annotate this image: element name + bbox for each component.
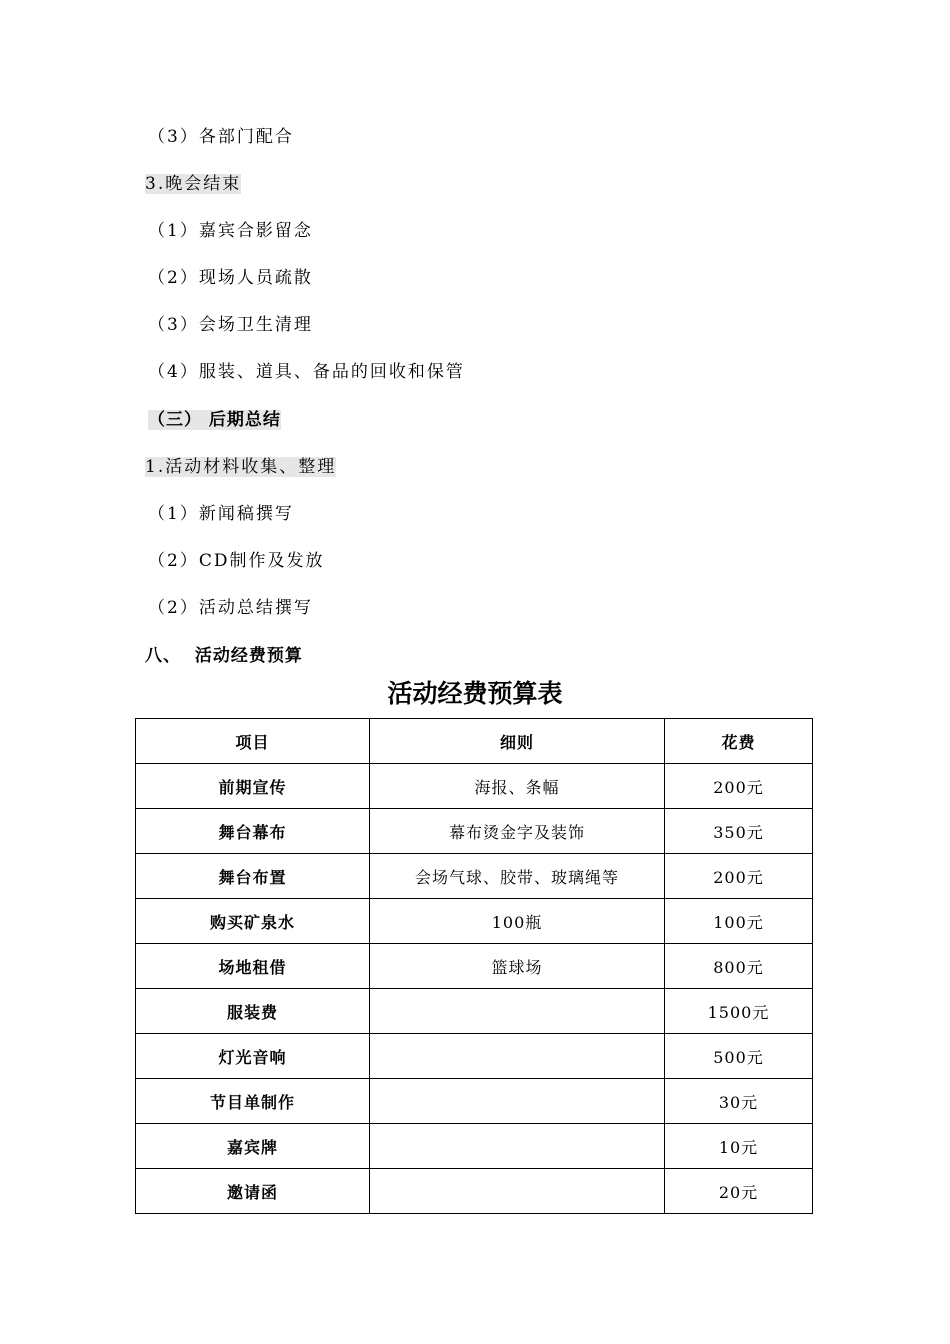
cell-cost: 200元 bbox=[665, 764, 813, 809]
table-row bbox=[136, 989, 813, 1034]
item-group-photo: （1）嘉宾合影留念 bbox=[148, 221, 313, 241]
item-evacuation: （2）现场人员疏散 bbox=[148, 268, 313, 288]
cell-item: 灯光音响 bbox=[136, 1034, 370, 1079]
cell-item: 节目单制作 bbox=[136, 1079, 370, 1124]
cell-item: 场地租借 bbox=[136, 944, 370, 989]
table-row bbox=[136, 809, 813, 854]
cell-cost: 500元 bbox=[665, 1034, 813, 1079]
cell-cost: 200元 bbox=[665, 854, 813, 899]
heading-materials-text: 1.活动材料收集、整理 bbox=[145, 457, 337, 477]
table-row bbox=[136, 764, 813, 809]
heading-party-end bbox=[145, 172, 241, 196]
table-header-row bbox=[136, 719, 813, 764]
heading-materials bbox=[145, 455, 336, 479]
item-props-storage: （4）服装、道具、备品的回收和保管 bbox=[148, 362, 465, 382]
budget-table bbox=[135, 718, 813, 1214]
item-cleanup: （3）会场卫生清理 bbox=[148, 315, 313, 335]
cell-item: 服装费 bbox=[136, 989, 370, 1034]
cell-cost: 1500元 bbox=[665, 989, 813, 1034]
table-row bbox=[136, 1079, 813, 1124]
cell-item: 嘉宾牌 bbox=[136, 1124, 370, 1169]
item-departments-cooperate: （3）各部门配合 bbox=[148, 127, 294, 147]
table-row bbox=[136, 1034, 813, 1079]
item-activity-summary: （2）活动总结撰写 bbox=[148, 598, 313, 618]
header-detail: 细则 bbox=[370, 719, 665, 764]
header-item: 项目 bbox=[136, 719, 370, 764]
section-budget: 八、 活动经费预算 bbox=[145, 646, 303, 666]
cell-detail bbox=[370, 989, 665, 1034]
table-row bbox=[136, 1124, 813, 1169]
budget-table-title: 活动经费预算表 bbox=[387, 679, 563, 708]
table-row bbox=[136, 899, 813, 944]
cell-detail bbox=[370, 1034, 665, 1079]
cell-detail bbox=[370, 1079, 665, 1124]
cell-cost: 30元 bbox=[665, 1079, 813, 1124]
cell-item: 舞台幕布 bbox=[136, 809, 370, 854]
cell-detail: 会场气球、胶带、玻璃绳等 bbox=[370, 854, 665, 899]
cell-detail: 海报、条幅 bbox=[370, 764, 665, 809]
cell-item: 购买矿泉水 bbox=[136, 899, 370, 944]
cell-detail bbox=[370, 1124, 665, 1169]
cell-item: 舞台布置 bbox=[136, 854, 370, 899]
section-post-summary bbox=[148, 408, 281, 432]
cell-cost: 20元 bbox=[665, 1169, 813, 1214]
cell-detail: 幕布烫金字及装饰 bbox=[370, 809, 665, 854]
section-post-summary-text: （三） 后期总结 bbox=[148, 410, 281, 430]
cell-cost: 350元 bbox=[665, 809, 813, 854]
header-cost: 花费 bbox=[665, 719, 813, 764]
item-cd-production: （2）CD制作及发放 bbox=[148, 551, 325, 571]
table-row bbox=[136, 854, 813, 899]
table-row bbox=[136, 944, 813, 989]
table-row bbox=[136, 1169, 813, 1214]
cell-item: 邀请函 bbox=[136, 1169, 370, 1214]
heading-party-end-text: 3.晚会结束 bbox=[145, 174, 242, 194]
cell-cost: 100元 bbox=[665, 899, 813, 944]
item-press-release: （1）新闻稿撰写 bbox=[148, 504, 294, 524]
cell-item: 前期宣传 bbox=[136, 764, 370, 809]
cell-detail: 篮球场 bbox=[370, 944, 665, 989]
cell-cost: 800元 bbox=[665, 944, 813, 989]
cell-cost: 10元 bbox=[665, 1124, 813, 1169]
cell-detail: 100瓶 bbox=[370, 899, 665, 944]
cell-detail bbox=[370, 1169, 665, 1214]
